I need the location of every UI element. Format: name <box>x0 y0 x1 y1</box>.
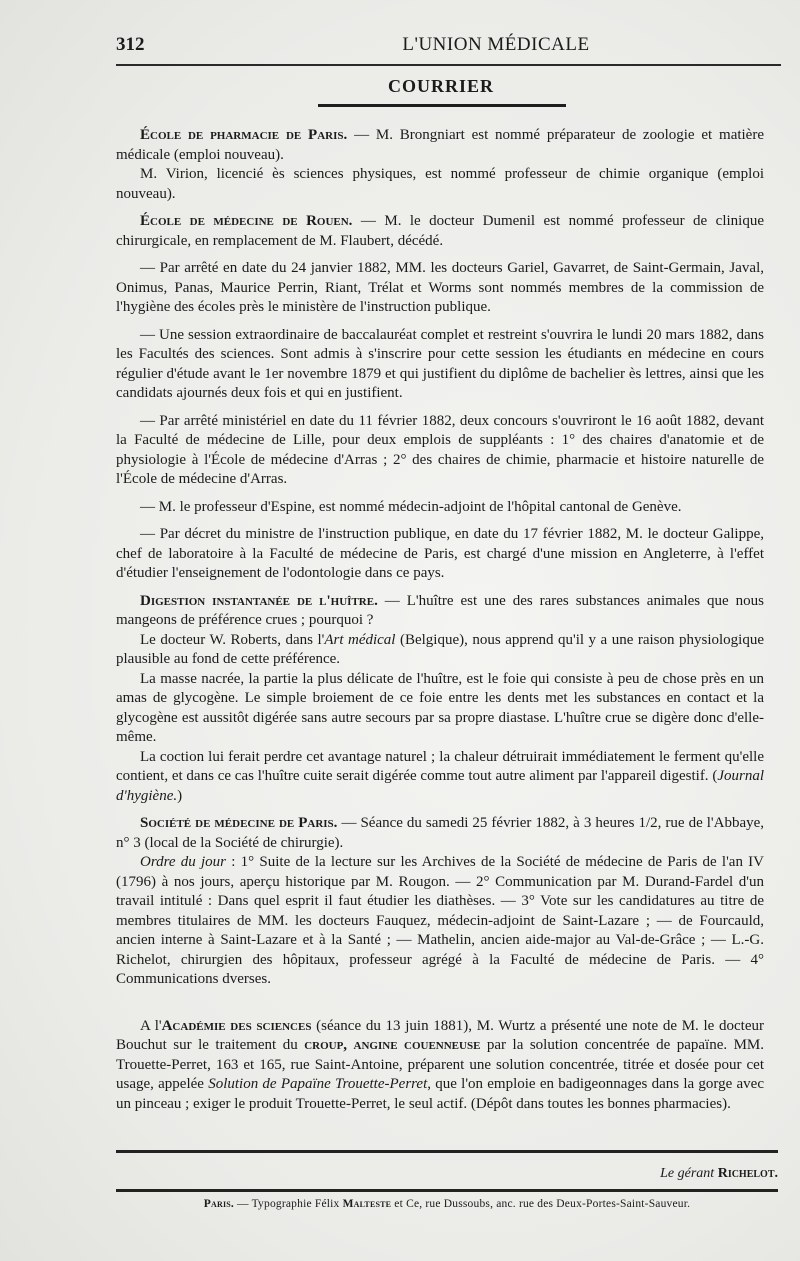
separator <box>116 1002 764 1003</box>
paragraph: La masse nacrée, la partie la plus délicate de l'huître, est le foie qui consiste à peu de chose près en un amas de glycogène. Le simple broiement de ce foie entre les dents met les substances en contact et la glycogène est aussitôt digérée sans autre secours par sa propre diastase. L'huître crue se digère donc d'elle-même. <box>116 670 764 745</box>
paragraph <box>116 592 764 631</box>
footer-rule <box>116 1189 778 1192</box>
paragraph <box>116 631 764 670</box>
paragraph: — Une session extraordinaire de baccalauréat complet et restreint s'ouvrira le lundi 20 mars 1882, dans les Facultés des sciences. Sont admis à s'inscrire pour cette session les étudiants en médecine en cours régulier d'étude avant le 1er novembre 1879 et qui justifient du diplôme de bachelier ès lettres, ainsi que les candidats ajournés deux fois et qui en justifient. <box>116 326 764 401</box>
disease-name: croup, angine couenneuse <box>304 1037 481 1053</box>
paragraph-heading: École de pharmacie de Paris. <box>140 127 348 143</box>
paragraph-text: — L'huître est une des rares substances animales que nous mangeons de préférence crues ; pourquoi ? <box>116 592 764 628</box>
product-name: Solution de Papaïne Trouette-Perret <box>208 1076 428 1092</box>
paragraph-text: — M. Brongniart est nommé préparateur de zoologie et matière médicale (emploi nouveau). <box>116 127 764 163</box>
paragraph <box>116 212 764 251</box>
text-run: (séance du 13 juin 1881), M. Wurtz a présenté une note de M. le docteur Bouchut sur le traitement du <box>116 1017 765 1053</box>
footer-rule <box>116 1150 778 1153</box>
paragraph-heading: Société de médecine de Paris. <box>140 815 338 831</box>
paragraph-text: — M. le docteur Dumenil est nommé professeur de clinique chirurgicale, en remplacement de M. Flaubert, décédé. <box>116 213 764 249</box>
printer-imprint <box>116 1198 778 1210</box>
page-number: 312 <box>116 34 145 55</box>
text-run: , que l'on emploie en badigeonnages dans la gorge avec un pinceau ; exiger le produit Trouette-Perret, le seul actif. (Dépôt dans toutes les bonnes pharmacies). <box>116 1076 764 1112</box>
header-rule <box>116 64 781 66</box>
journal-title: L'UNION MÉDICALE <box>402 34 590 55</box>
imprint-text: — Typographie Félix <box>233 1198 343 1210</box>
signature-label: Le gérant <box>660 1166 715 1181</box>
text-run: A l' <box>140 1017 162 1034</box>
agenda-label: Ordre du jour <box>140 854 227 870</box>
text-run: par la solution concentrée de papaïne. MM. Trouette-Perret, 163 et 165, rue Saint-Antoine, préparent une solution concentrée, titrée et dosée pour cet usage, appelée <box>116 1037 764 1092</box>
paragraph: — Par arrêté en date du 24 janvier 1882, MM. les docteurs Gariel, Gavarret, de Saint-Germain, Javal, Onimus, Panas, Maurice Perrin, Riant, Trélat et Worms sont nommés membres de la commission de l'hygiène des écoles près le ministère de l'instruction publique. <box>116 260 764 315</box>
title-rule <box>318 104 566 107</box>
text-run: (Belgique), nous apprend qu'il y a une raison physiologique plausible au fond de cette préférence. <box>116 631 764 667</box>
paragraph-text: : 1° Suite de la lecture sur les Archives de la Société de médecine de Paris de l'an IV (1796) à nos jours, aperçu historique par M. Rougon. — 2° Communication par M. Durand-Fardel d'un travail intitulé : Dans quel esprit il faut étudier les diathèses. — 3° Vote sur les candidatures au titre de membres titulaires de MM. les docteurs Fauquez, médecin-adjoint de Saint-Lazare ; — de Fourcauld, ancien interne à Saint-Lazare et à la Santé ; — Mathelin, ancien aide-major au Val-de-Grâce ; — L.-G. Richelot, chirurgien des hôpitaux, professeur agrégé à la Faculté de médecine de Paris. — 4° Communications dverses. <box>116 854 765 987</box>
paragraph: — M. le professeur d'Espine, est nommé médecin-adjoint de l'hôpital cantonal de Genève. <box>140 498 682 515</box>
institution-name: Académie des sciences <box>161 1017 312 1034</box>
paragraph <box>116 814 764 853</box>
paragraph: — Par arrêté ministériel en date du 11 février 1882, deux concours s'ouvriront le 16 août 1882, devant la Faculté de médecine de Lille, pour deux emplois de suppléants : 1° des chaires d'anatomie et de physiologie à l'École de médecine d'Arras ; 2° des chaires de chimie, pharmacie et histoire naturelle de l'École de médecine d'Arras. <box>116 412 764 487</box>
paragraph <box>116 748 764 807</box>
paragraph <box>116 853 764 990</box>
section-title: COURRIER <box>387 76 494 96</box>
paragraph-heading: Digestion instantanée de l'huître. <box>140 592 378 609</box>
signature-name: Richelot. <box>717 1166 778 1181</box>
paragraph-heading: École de médecine de Rouen. <box>140 213 353 229</box>
article-body <box>116 126 764 1122</box>
imprint-city: Paris. <box>203 1198 234 1210</box>
paragraph <box>116 1017 764 1115</box>
text-run: La coction lui ferait perdre cet avantage naturel ; la chaleur détruirait immédiatement le ferment qu'elle contient, et dans ce cas l'huître cuite serait digérée comme tout autre aliment par l'appareil digestif. ( <box>116 748 764 784</box>
imprint-text: et Ce, rue Dussoubs, anc. rue des Deux-Portes-Saint-Sauveur. <box>391 1198 691 1210</box>
paragraph <box>116 126 764 165</box>
paragraph: M. Virion, licencié ès sciences physiques, est nommé professeur de chimie organique (emploi nouveau). <box>116 166 764 202</box>
signature <box>116 1166 778 1182</box>
paragraph-text: — Séance du samedi 25 février 1882, à 3 heures 1/2, rue de l'Abbaye, n° 3 (local de la Société de chirurgie). <box>116 815 765 851</box>
text-run: Le docteur W. Roberts, dans l' <box>140 631 325 648</box>
journal-reference: Art médical <box>324 631 396 648</box>
text-run: ) <box>177 787 183 804</box>
journal-reference: Journal d'hygiène. <box>116 768 764 804</box>
printer-name: Malteste <box>342 1198 392 1210</box>
page-header <box>116 34 776 62</box>
paragraph: — Par décret du ministre de l'instruction publique, en date du 17 février 1882, M. le docteur Galippe, chef de laboratoire à la Faculté de médecine de Paris, est chargé d'une mission en Angleterre, à l'effet d'étudier l'enseignement de l'odontologie dans ce pays. <box>116 526 764 581</box>
